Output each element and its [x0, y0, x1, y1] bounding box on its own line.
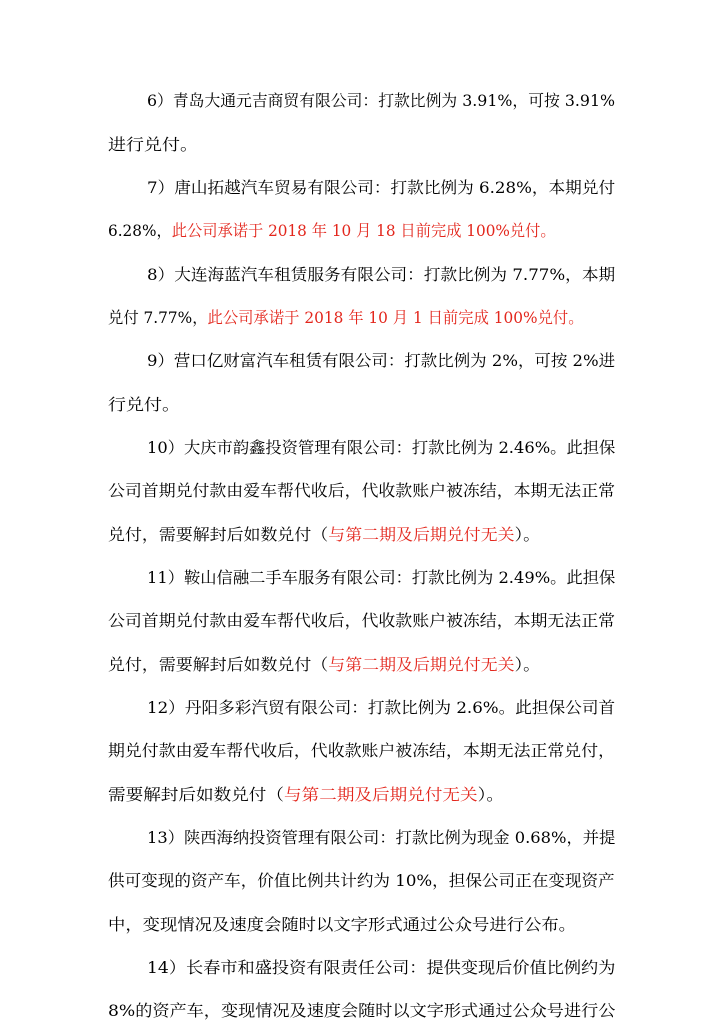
text-run: 期兑付款由爱车帮代收后，代收款账户被冻结，本期无法正常兑付，: [108, 741, 616, 760]
item-14-line-1: [147, 958, 615, 978]
item-6-line-2: [108, 135, 198, 155]
item-12-line-2: [108, 741, 615, 761]
text-run: 11）鞍山信融二手车服务有限公司：打款比例为 2.49%。此担保: [147, 568, 616, 587]
item-13-line-1: [147, 828, 615, 848]
item-11-line-3: [108, 655, 540, 675]
item-11-line-1: [147, 568, 615, 588]
text-run: 兑付，需要解封后如数兑付（: [108, 655, 329, 674]
item-7-line-2: [108, 221, 556, 241]
red-highlight-text: 与第二期及后期兑付无关: [328, 525, 515, 544]
text-run: 10）大庆市韵鑫投资管理有限公司：打款比例为 2.46%。此担保: [147, 438, 616, 457]
text-run: ）。: [514, 655, 541, 674]
text-run: 行兑付。: [108, 395, 181, 414]
item-13-line-2: [108, 871, 615, 891]
item-13-line-3: [108, 915, 576, 935]
text-run: ）。: [477, 785, 505, 804]
item-6-line-1: [147, 91, 615, 111]
text-run: 中，变现情况及速度会随时以文字形式通过公众号进行公布。: [108, 915, 577, 934]
text-run: 8%的资产车，变现情况及速度会随时以文字形式通过公众号进行公: [108, 1001, 616, 1020]
text-run: 6.28%，: [108, 221, 172, 240]
red-highlight-text: 与第二期及后期兑付无关: [328, 655, 515, 674]
text-run: 6）青岛大通元吉商贸有限公司：打款比例为 3.91%，可按 3.91%: [147, 91, 616, 110]
text-run: 兑付，需要解封后如数兑付（: [108, 525, 329, 544]
text-run: 需要解封后如数兑付（: [108, 785, 285, 804]
text-run: 12）丹阳多彩汽贸有限公司：打款比例为 2.6%。此担保公司首: [147, 698, 616, 717]
text-run: 供可变现的资产车，价值比例共计约为 10%，担保公司正在变现资产: [108, 871, 615, 890]
text-run: 进行兑付。: [108, 135, 199, 154]
red-highlight-text: 此公司承诺于 2018 年 10 月 18 日前完成 100%兑付。: [171, 221, 556, 240]
item-11-line-2: [108, 611, 615, 631]
item-7-line-1: [147, 178, 615, 198]
text-run: 8）大连海蓝汽车租赁服务有限公司：打款比例为 7.77%，本期: [147, 265, 616, 284]
red-highlight-text: 此公司承诺于 2018 年 10 月 1 日前完成 100%兑付。: [207, 308, 584, 327]
item-10-line-3: [108, 525, 540, 545]
item-12-line-3: [108, 785, 504, 805]
text-run: 13）陕西海纳投资管理有限公司：打款比例为现金 0.68%，并提: [147, 828, 616, 847]
text-run: ）。: [514, 525, 541, 544]
item-9-line-2: [108, 395, 180, 415]
item-14-line-2: [108, 1001, 615, 1021]
text-run: 公司首期兑付款由爱车帮代收后，代收款账户被冻结，本期无法正常: [108, 611, 616, 630]
item-9-line-1: [147, 351, 615, 371]
item-8-line-2: [108, 308, 584, 328]
red-highlight-text: 与第二期及后期兑付无关: [284, 785, 478, 804]
item-10-line-1: [147, 438, 615, 458]
item-8-line-1: [147, 265, 615, 285]
item-10-line-2: [108, 481, 615, 501]
item-12-line-1: [147, 698, 615, 718]
text-run: 14）长春市和盛投资有限责任公司：提供变现后价值比例约为: [147, 958, 616, 977]
text-run: 9）营口亿财富汽车租赁有限公司：打款比例为 2%，可按 2%进: [147, 351, 616, 370]
text-run: 公司首期兑付款由爱车帮代收后，代收款账户被冻结，本期无法正常: [108, 481, 616, 500]
text-run: 7）唐山拓越汽车贸易有限公司：打款比例为 6.28%，本期兑付: [147, 178, 616, 197]
text-run: 兑付 7.77%，: [108, 308, 208, 327]
